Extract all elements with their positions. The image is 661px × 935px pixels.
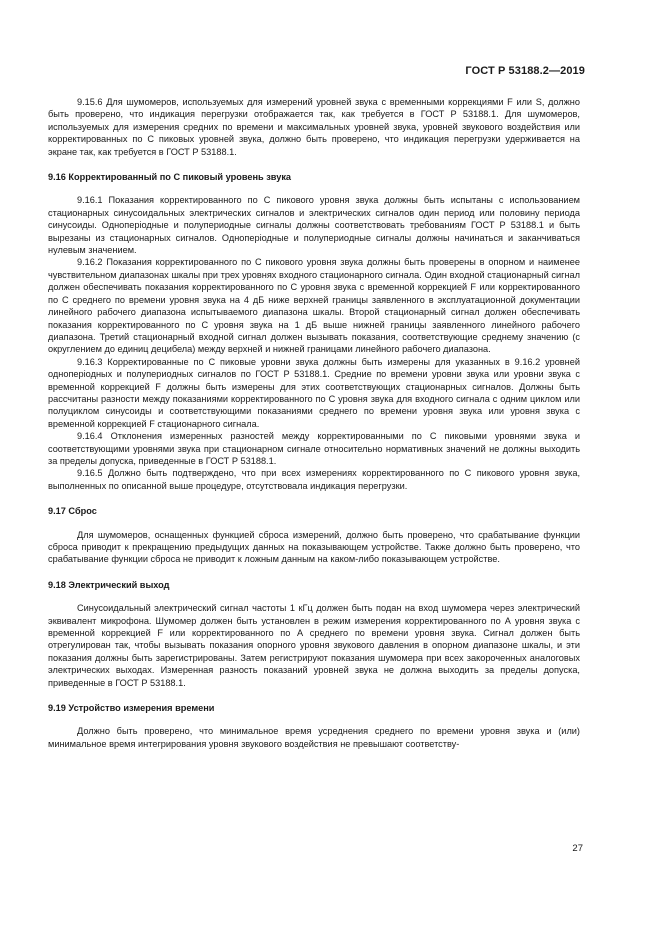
- paragraph-9-16-3: 9.16.3 Корректированные по С пиковые уровни звука должны быть измерены для указанных в 9.16.2 уровней одноперіодных и полупериодных сигналов по ГОСТ Р 53188.1. Средние по времени уровни звука или уровни звука с временной коррекцией F должны быть измерены для этих соответствующих стационарных сигналов. Должны быть рассчитаны разности между показаниями корректированного по С уровня звука для входного сигнала с одним циклом или полуциклом синусоиды и соответствующими показаниями среднего по времени уровня звука или уровня звука с временной коррекцией F стационарного сигнала.: [48, 356, 580, 429]
- paragraph-9-16-1: 9.16.1 Показания корректированного по С пикового уровня звука должны быть испытаны с использованием стационарных синусоидальных электрических сигналов и электрических сигналов один период или половину периода синусоиды. Одноперіодные и полупериодные сигналы должны соответствовать требованиям ГОСТ Р 53188.1 и быть вырезаны из стационарных сигналов. Одноперіодные и полупериодные сигналы должны начинаться и заканчиваться нулевым значением.: [48, 195, 580, 256]
- paragraph-9-16-4: 9.16.4 Отклонения измеренных разностей между корректированными по С пиковыми уровнями звука и соответствующими уровнями звука при стационарном сигнале относительно нормативных значений не должны выходить за пределы допуска, приведенные в ГОСТ Р 53188.1.: [48, 431, 580, 466]
- page-number: 27: [572, 843, 583, 854]
- paragraph-9-17: Для шумомеров, оснащенных функцией сброса измерений, должно быть проверено, что срабатывание функции сброса приводит к прекращению предыдущих данных на показывающем устройстве. Также должно быть проверено, что срабатывание функции сброса не приводит к ложным данным на каком-либо показывающем устройстве.: [48, 529, 580, 565]
- heading-9-18: 9.18 Электрический выход: [48, 579, 170, 590]
- paragraph-9-19: Должно быть проверено, что минимальное время усреднения среднего по времени уровня звука и (или) минимальное время интегрирования уровня звукового воздействия не превышают соответству-: [48, 726, 580, 749]
- document-body: [48, 96, 580, 750]
- paragraph-9-16-2: 9.16.2 Показания корректированного по С пикового уровня звука должны быть проверены в опорном и наименее чувствительном диапазонах шкалы при трех уровнях входного стационарного сигнала. Один входной стационарный сигнал должен обеспечивать показания корректированного по С уровня звука с временной коррекцией F или корректированного по С среднего по времени уровня звука на 4 дБ ниже верхней границы заявленного в эксплуатационной документации линейного рабочего диапазона испытываемого диапазона шкалы. Второй стационарный сигнал должен обеспечивать показания корректированного по С уровня звука на 1 дБ выше нижней границы заявленного линейного рабочего диапазона. Третий стационарный входной сигнал должен вызывать показания, соответствующие среднему значению (с округлением до единиц децибела) между верхней и нижней границами линейного рабочего диапазона.: [48, 257, 580, 355]
- document-code: ГОСТ Р 53188.2—2019: [465, 65, 585, 77]
- heading-9-17: 9.17 Сброс: [48, 506, 97, 517]
- paragraph-9-15-6: 9.15.6 Для шумомеров, используемых для измерений уровней звука с временными коррекциями F или S, должно быть проверено, что индикация перегрузки отображается так, как требуется в ГОСТ Р 53188.1. Для шумомеров, используемых для измерения средних по времени и максимальных уровней звука, уровней звукового воздействия или корректированных по С пиковых уровней звука, должно быть проверено, что индикация перегрузки удерживается на экране так, как требуется в ГОСТ Р 53188.1.: [48, 97, 580, 157]
- paragraph-9-16-5: 9.16.5 Должно быть подтверждено, что при всех измерениях корректированного по С пикового уровня звука, выполненных по описанной выше процедуре, отсутствовала индикация перегрузки.: [48, 468, 580, 491]
- heading-9-19: 9.19 Устройство измерения времени: [48, 703, 215, 714]
- paragraph-9-18: Синусоидальный электрический сигнал частоты 1 кГц должен быть подан на вход шумомера через электрический эквивалент микрофона. Шумомер должен быть установлен в режим измерения корректированного по А уровня звука с временной коррекцией F или корректированного по А среднего по времени уровня звука. Сигнал должен быть отрегулирован так, чтобы вызывать показания опорного уровня звукового давления в опорном диапазоне шкалы, и эти показания должны быть зарегистрированы. Затем регистрируют показания шумомера при всех закороченных аналоговых электрических выходах. Измеренная разность показаний уровней звука не должна выходить за пределы допуска, приведенные в ГОСТ Р 53188.1.: [48, 603, 580, 688]
- heading-9-16: 9.16 Корректированный по С пиковый уровень звука: [48, 172, 292, 183]
